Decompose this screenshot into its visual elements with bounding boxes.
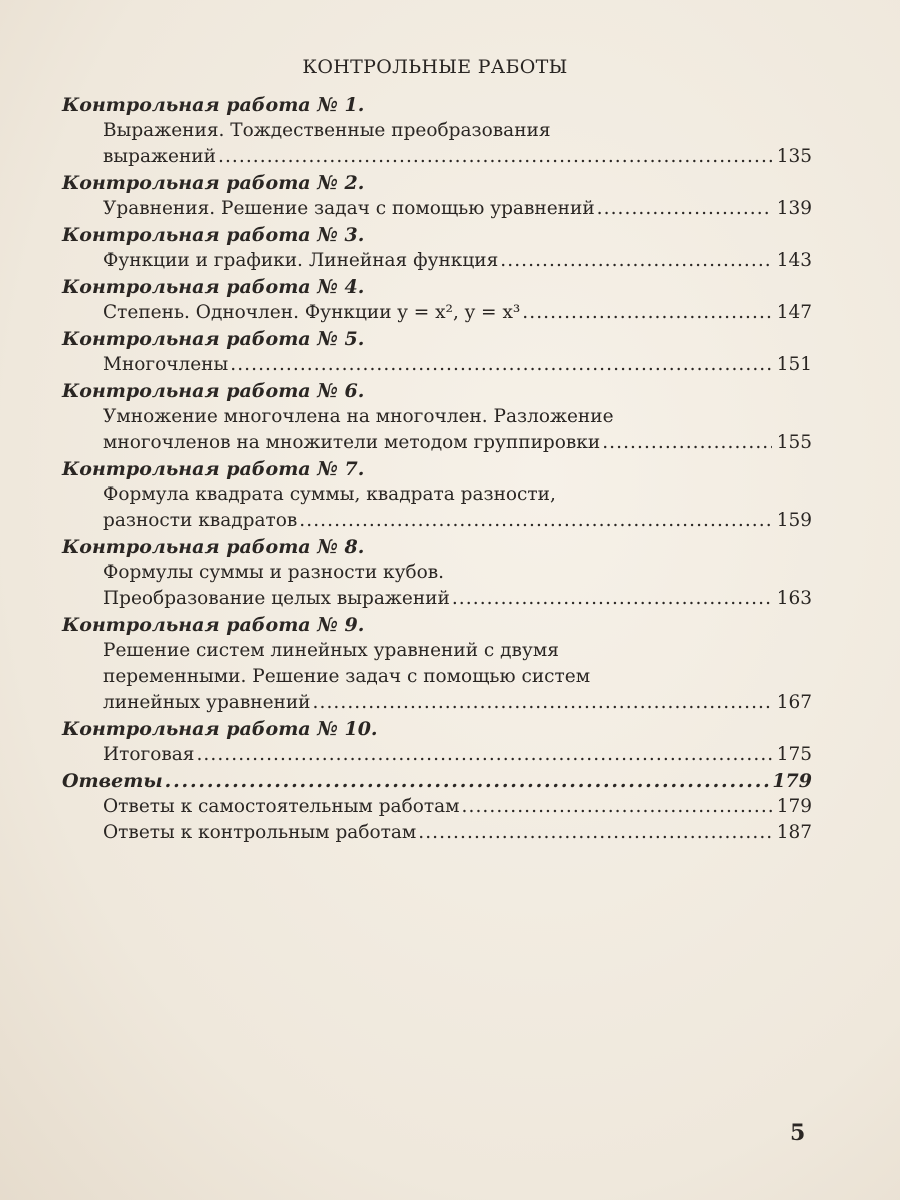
dot-leader (218, 144, 772, 170)
dot-leader (462, 794, 772, 820)
entry-text: Степень. Одночлен. Функции y = x², y = x³ (103, 302, 521, 323)
dot-leader (522, 300, 772, 326)
entry-text: Ответы к контрольным работам (103, 822, 417, 843)
toc-heading (62, 170, 812, 196)
page-ref: 163 (776, 588, 812, 609)
toc-entry (62, 664, 812, 690)
toc-heading (62, 378, 812, 404)
entry-text: Умножение многочлена на многочлен. Разложение (103, 406, 614, 427)
toc-heading (62, 326, 812, 352)
toc-entry (62, 482, 812, 508)
page-number: 5 (790, 1120, 806, 1146)
entry-text: Преобразование целых выражений (103, 588, 450, 609)
entry-text: Контрольная работа № 4. (62, 276, 365, 298)
toc-entry (62, 586, 812, 612)
toc-heading-answers (62, 768, 812, 794)
toc-entry (62, 196, 812, 222)
page-ref: 159 (776, 510, 812, 531)
dot-leader (597, 196, 772, 222)
entry-text: выражений (103, 146, 216, 167)
toc-heading (62, 92, 812, 118)
page-ref: 139 (776, 198, 812, 219)
entry-text: Контрольная работа № 5. (62, 328, 365, 350)
page-ref: 147 (776, 302, 812, 323)
toc-heading (62, 716, 812, 742)
toc-entry (62, 248, 812, 274)
entry-text: Решение систем линейных уравнений с двумя (103, 640, 559, 661)
entry-text: Контрольная работа № 8. (62, 536, 365, 558)
table-of-contents (62, 92, 812, 846)
entry-text: Контрольная работа № 6. (62, 380, 365, 402)
entry-text: Формулы суммы и разности кубов. (103, 562, 445, 583)
entry-text: линейных уравнений (103, 692, 311, 713)
page-ref: 187 (776, 822, 812, 843)
entry-text: Итоговая (103, 744, 195, 765)
entry-text: Ответы к самостоятельным работам (103, 796, 460, 817)
toc-heading (62, 612, 812, 638)
toc-heading (62, 274, 812, 300)
toc-heading (62, 222, 812, 248)
page-ref: 179 (776, 796, 812, 817)
dot-leader (165, 768, 771, 794)
page-ref: 179 (772, 770, 812, 792)
entry-text: Контрольная работа № 7. (62, 458, 365, 480)
toc-heading (62, 534, 812, 560)
entry-text: переменными. Решение задач с помощью систем (103, 666, 591, 687)
toc-entry (62, 690, 812, 716)
entry-text: Уравнения. Решение задач с помощью уравнений (103, 198, 595, 219)
page-ref: 135 (776, 146, 812, 167)
entry-text: разности квадратов (103, 510, 298, 531)
toc-entry (62, 404, 812, 430)
entry-text: Контрольная работа № 10. (62, 718, 378, 740)
toc-entry (62, 638, 812, 664)
page-ref: 151 (776, 354, 812, 375)
entry-text: Контрольная работа № 1. (62, 94, 365, 116)
dot-leader (452, 586, 772, 612)
dot-leader (418, 820, 772, 846)
toc-heading (62, 456, 812, 482)
toc-entry (62, 508, 812, 534)
dot-leader (500, 248, 772, 274)
section-title: КОНТРОЛЬНЫЕ РАБОТЫ (302, 56, 568, 78)
entry-text: Контрольная работа № 2. (62, 172, 365, 194)
dot-leader (230, 352, 772, 378)
page-ref: 167 (776, 692, 812, 713)
entry-text: Контрольная работа № 9. (62, 614, 365, 636)
page-ref: 143 (776, 250, 812, 271)
toc-entry (62, 300, 812, 326)
dot-leader (299, 508, 772, 534)
toc-entry (62, 352, 812, 378)
dot-leader (602, 430, 772, 456)
toc-entry (62, 560, 812, 586)
entry-text: Выражения. Тождественные преобразования (103, 120, 551, 141)
toc-entry (62, 820, 812, 846)
entry-text: многочленов на множители методом группировки (103, 432, 601, 453)
toc-entry (62, 794, 812, 820)
entry-text: Ответы (62, 770, 163, 792)
entry-text: Многочлены (103, 354, 229, 375)
page-ref: 155 (776, 432, 812, 453)
entry-text: Формула квадрата суммы, квадрата разности, (103, 484, 556, 505)
toc-entry (62, 430, 812, 456)
dot-leader (196, 742, 772, 768)
toc-entry (62, 118, 812, 144)
entry-text: Контрольная работа № 3. (62, 224, 365, 246)
entry-text: Функции и графики. Линейная функция (103, 250, 499, 271)
toc-entry (62, 144, 812, 170)
page-ref: 175 (776, 744, 812, 765)
dot-leader (313, 690, 772, 716)
toc-entry (62, 742, 812, 768)
